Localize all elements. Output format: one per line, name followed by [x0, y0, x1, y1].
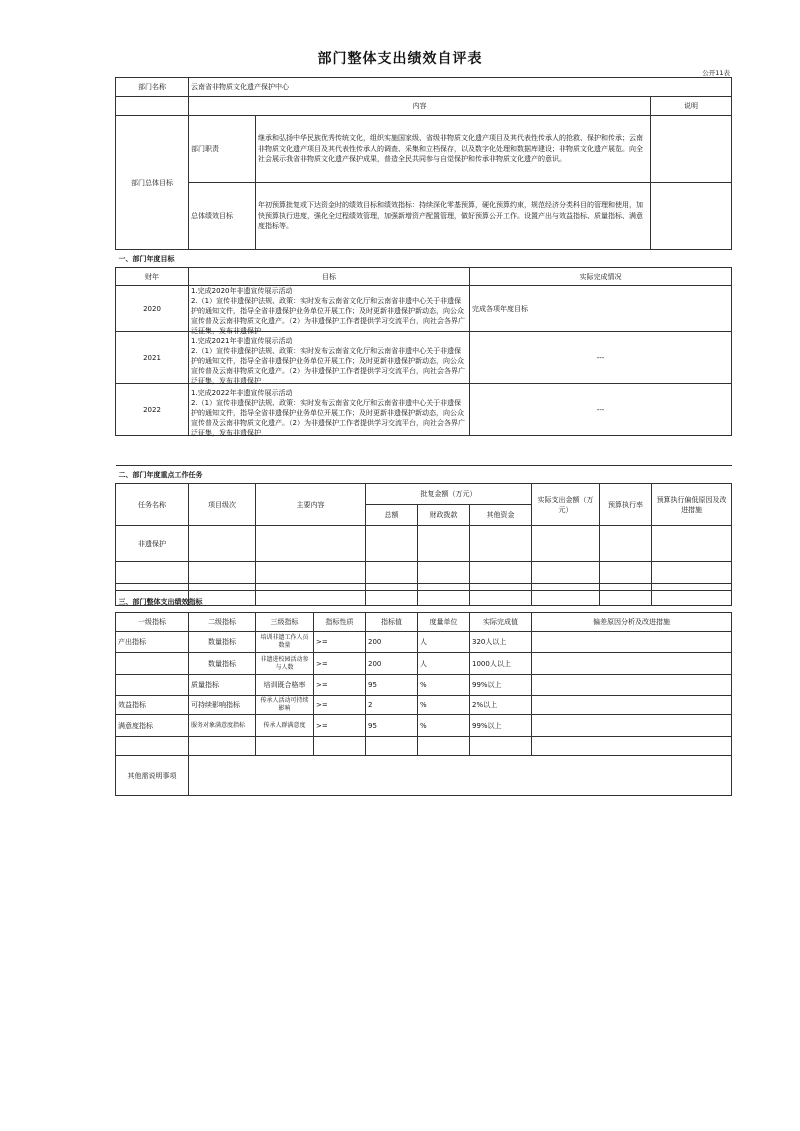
key-tasks-table [115, 465, 732, 606]
table-row [116, 653, 732, 675]
year-cell: 2021 [116, 332, 189, 384]
overall-goal-note [651, 183, 732, 250]
level2-header: 二级指标 [189, 613, 256, 632]
level2-cell: 可持续影响指标 [189, 696, 256, 715]
table-row [116, 332, 732, 384]
value-header: 指标值 [366, 613, 418, 632]
value-cell: 200 [366, 653, 418, 675]
content-header: 内容 [189, 97, 651, 116]
level3-cell: 培训非遗工作人员数量 [256, 632, 314, 653]
dept-duty-note [651, 116, 732, 183]
unit-cell: 人 [418, 632, 470, 653]
task-name-cell: 非遗保护 [116, 526, 189, 562]
level3-header: 三级指标 [256, 613, 314, 632]
table-row [116, 675, 732, 696]
section-3-title: 三、部门整体支出绩效指标 [116, 591, 732, 613]
target-cell: 1.完成2020年非遗宣传展示活动 2.（1）宣传非遗保护法规、政策：实时发布云南省文化厅和云南省非遗中心关于非遗保护的通知文件，指导全省非遗保护业务单位开展工作；及时更新非遗保护新动态，向公众宣传普及云南非物质文化遗产。（2）为非遗保护工作者提供学习交流平台，向社会各界广泛征集，发布非遗保护 [191, 287, 465, 335]
low-execution-reason-header: 预算执行偏低原因及改进措施 [652, 484, 732, 526]
actual-spend-header: 实际支出金额（万元） [532, 484, 600, 526]
approved-amount-header: 批复金额（万元） [366, 484, 532, 505]
dept-duty-label: 部门职责 [189, 116, 256, 183]
value-cell: 95 [366, 715, 418, 737]
actual-cell: --- [470, 384, 732, 436]
level1-cell: 效益指标 [116, 696, 189, 715]
actual-header: 实际完成情况 [470, 268, 732, 286]
level2-cell: 数量指标 [189, 653, 256, 675]
actual-value-header: 实际完成值 [470, 613, 532, 632]
year-header: 财年 [116, 268, 189, 286]
level3-cell: 传承人群满意度 [256, 715, 314, 737]
table-row [116, 715, 732, 737]
section-1-title: 一、部门年度目标 [116, 250, 732, 268]
level1-cell [116, 653, 189, 675]
table-row [116, 632, 732, 653]
nature-header: 指标性质 [314, 613, 366, 632]
unit-cell: % [418, 696, 470, 715]
level2-cell: 服务对象满意度指标 [189, 715, 256, 737]
execution-rate-header: 预算执行率 [600, 484, 652, 526]
unit-header: 度量单位 [418, 613, 470, 632]
overall-goal-sub-label: 总体绩效目标 [189, 183, 256, 250]
table-row [116, 562, 732, 584]
project-level-header: 项目级次 [189, 484, 256, 526]
table-row [116, 286, 732, 332]
overview-table [115, 77, 732, 436]
main-content-header: 主要内容 [256, 484, 366, 526]
target-cell: 1.完成2021年非遗宣传展示活动 2.（1）宣传非遗保护法规、政策：实时发布云南省文化厅和云南省非遗中心关于非遗保护的通知文件，指导全省非遗保护业务单位开展工作；及时更新非遗保护新动态，向公众宣传普及云南非物质文化遗产。（2）为非遗保护工作者提供学习交流平台，向社会各界广泛征集，发布非遗保护 [191, 336, 465, 385]
total-header: 总额 [366, 505, 418, 526]
nature-cell: >= [314, 632, 366, 653]
dept-name-label: 部门名称 [116, 78, 189, 97]
value-cell: 2 [366, 696, 418, 715]
actual-value-cell: 320人以上 [470, 632, 532, 653]
actual-value-cell: 99%以上 [470, 715, 532, 737]
nature-cell: >= [314, 653, 366, 675]
year-cell: 2022 [116, 384, 189, 436]
table-row [116, 384, 732, 436]
actual-cell: 完成各项年度目标 [470, 286, 732, 332]
form-number: 公开11表 [702, 69, 730, 77]
level1-cell: 产出指标 [116, 632, 189, 653]
fiscal-header: 财政拨款 [418, 505, 470, 526]
table-row [116, 526, 732, 562]
level3-cell: 非遗进校园活动参与人数 [256, 653, 314, 675]
performance-indicators-table [115, 590, 732, 796]
nature-cell: >= [314, 715, 366, 737]
other-notes-value [189, 756, 732, 796]
level3-cell: 培训既合格率 [256, 675, 314, 696]
level2-cell: 质量指标 [189, 675, 256, 696]
table-row [116, 737, 732, 756]
year-cell: 2020 [116, 286, 189, 332]
level1-cell [116, 675, 189, 696]
level1-cell: 满意度指标 [116, 715, 189, 737]
blank-cell [116, 97, 189, 116]
unit-cell: % [418, 715, 470, 737]
target-cell: 1.完成2022年非遗宣传展示活动 2.（1）宣传非遗保护法规、政策：实时发布云南省文化厅和云南省非遗中心关于非遗保护的通知文件，指导全省非遗保护业务单位开展工作；及时更新非遗保护新动态，向公众宣传普及云南非物质文化遗产。（2）为非遗保护工作者提供学习交流平台，向社会各界广泛征集，发布非遗保护 [191, 388, 465, 437]
other-notes-label: 其他需说明事项 [116, 756, 189, 796]
value-cell: 200 [366, 632, 418, 653]
task-name-header: 任务名称 [116, 484, 189, 526]
level3-cell: 传承人活动可持续影响 [256, 696, 314, 715]
value-cell: 95 [366, 675, 418, 696]
unit-cell: % [418, 675, 470, 696]
unit-cell: 人 [418, 653, 470, 675]
actual-value-cell: 1000人以上 [470, 653, 532, 675]
actual-cell: --- [470, 332, 732, 384]
overall-goal-label: 部门总体目标 [116, 116, 189, 250]
overall-goal-text: 年初预算批复或下达资金时的绩效目标和绩效指标：持续深化零基预算，硬化预算约束，规范经济分类科目的管理和使用，加快预算执行进度，强化全过程绩效管理，加强新增资产配置管理，做好预算公开工作。设置产出与效益指标、质量指标、满意度指标等。 [256, 183, 651, 250]
page-title: 部门整体支出绩效自评表 [317, 51, 483, 67]
dept-name-value: 云南省非物质文化遗产保护中心 [189, 78, 732, 97]
target-header: 目标 [189, 268, 470, 286]
actual-value-cell: 2%以上 [470, 696, 532, 715]
actual-value-cell: 99%以上 [470, 675, 532, 696]
level2-cell: 数量指标 [189, 632, 256, 653]
nature-cell: >= [314, 675, 366, 696]
level1-header: 一级指标 [116, 613, 189, 632]
other-funds-header: 其他资金 [470, 505, 532, 526]
deviation-reason-header: 偏差原因分析及改进措施 [532, 613, 732, 632]
note-header: 说明 [651, 97, 732, 116]
dept-duty-text: 继承和弘扬中华民族优秀传统文化，组织实施国家级、省级非物质文化遗产项目及其代表性传承人的抢救、保护和传承；云南非物质文化遗产项目及其代表性传承人的调查、采集和立档保存，以及数字化处理和数据库建设；非物质文化遗产展览。向全社会展示我省非物质文化遗产保护成果，普造全民共同参与自觉保护和传承非物质文化遗产的意识。 [256, 116, 651, 183]
table-row [116, 696, 732, 715]
nature-cell: >= [314, 696, 366, 715]
section-2-title: 二、部门年度重点工作任务 [116, 466, 732, 484]
